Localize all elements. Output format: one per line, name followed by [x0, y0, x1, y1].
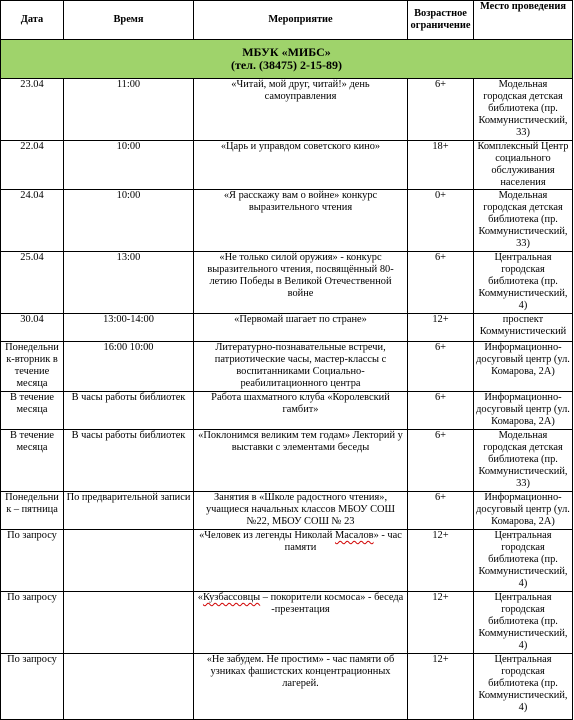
- cell-date: Понедельник – пятница: [1, 492, 64, 530]
- organization-row: [1, 40, 573, 79]
- event-text-end: – покорители космоса» - беседа -презентация: [260, 592, 404, 615]
- table-row: [1, 392, 573, 430]
- cell-event: «Поклонимся великим тем годам» Лекторий у выставки с элементами беседы: [194, 430, 408, 492]
- cell-age: 6+: [408, 252, 474, 314]
- cell-event: [194, 530, 408, 592]
- cell-age: 12+: [408, 530, 474, 592]
- cell-time: [64, 530, 194, 592]
- cell-place: Центральная городская библиотека (пр. Коммунистический, 4): [474, 654, 573, 720]
- cell-date: В течение месяца: [1, 430, 64, 492]
- cell-place: Модельная городская детская библиотека (пр. Коммунистический, 33): [474, 190, 573, 252]
- cell-age: 6+: [408, 79, 474, 141]
- table-row: [1, 530, 573, 592]
- cell-event: «Я расскажу вам о войне» конкурс выразительного чтения: [194, 190, 408, 252]
- cell-date: По запросу: [1, 654, 64, 720]
- cell-date: 24.04: [1, 190, 64, 252]
- table-row: [1, 342, 573, 392]
- cell-time: [64, 654, 194, 720]
- cell-time: 16:00 10:00: [64, 342, 194, 392]
- table-row: [1, 252, 573, 314]
- table-row: [1, 141, 573, 190]
- header-event: Мероприятие: [194, 1, 408, 40]
- cell-event: «Читай, мой друг, читай!» день самоуправления: [194, 79, 408, 141]
- header-place: Место проведения: [474, 1, 573, 40]
- cell-place: проспект Коммунистический: [474, 314, 573, 342]
- cell-date: 22.04: [1, 141, 64, 190]
- cell-place: Модельная городская детская библиотека (пр. Коммунистический, 33): [474, 79, 573, 141]
- header-date: Дата: [1, 1, 64, 40]
- cell-time: В часы работы библиотек: [64, 430, 194, 492]
- cell-event: «Не забудем. Не простим» - час памяти об узниках фашистских концентрационных лагерей.: [194, 654, 408, 720]
- cell-time: По предварительной записи: [64, 492, 194, 530]
- cell-date: По запросу: [1, 530, 64, 592]
- cell-event: «Первомай шагает по стране»: [194, 314, 408, 342]
- table-row: [1, 190, 573, 252]
- cell-time: 13:00-14:00: [64, 314, 194, 342]
- cell-time: 10:00: [64, 141, 194, 190]
- cell-date: В течение месяца: [1, 392, 64, 430]
- header-age: Возрастное ограничение: [408, 1, 474, 40]
- cell-place: Информационно-досуговый центр (ул. Комарова, 2А): [474, 392, 573, 430]
- event-text-start: «Человек из легенды Николай: [199, 530, 335, 541]
- cell-age: 6+: [408, 342, 474, 392]
- cell-time: 10:00: [64, 190, 194, 252]
- cell-event: Работа шахматного клуба «Королевский гамбит»: [194, 392, 408, 430]
- cell-date: 30.04: [1, 314, 64, 342]
- cell-date: 23.04: [1, 79, 64, 141]
- table-row: [1, 654, 573, 720]
- cell-age: 12+: [408, 314, 474, 342]
- cell-age: 6+: [408, 430, 474, 492]
- table-header-row: [1, 1, 573, 40]
- cell-event: Литературно-познавательные встречи, патриотические часы, мастер-классы с воспитанниками Социально-реабилитационного центра: [194, 342, 408, 392]
- table-row: [1, 79, 573, 141]
- cell-event: «Не только силой оружия» - конкурс выразительного чтения, посвящённый 80-летию Победы в Великой Отечественной войне: [194, 252, 408, 314]
- cell-time: [64, 592, 194, 654]
- table-row: [1, 492, 573, 530]
- cell-place: Модельная городская детская библиотека (пр. Коммунистический, 33): [474, 430, 573, 492]
- cell-place: Комплексный Центр социального обслуживания населения: [474, 141, 573, 190]
- cell-place: Центральная городская библиотека (пр. Коммунистический, 4): [474, 530, 573, 592]
- table-row: [1, 314, 573, 342]
- cell-age: 18+: [408, 141, 474, 190]
- cell-age: 6+: [408, 492, 474, 530]
- spellcheck-word: Масалов: [334, 530, 374, 541]
- cell-place: Центральная городская библиотека (пр. Коммунистический, 4): [474, 592, 573, 654]
- cell-date: По запросу: [1, 592, 64, 654]
- organization-phone: (тел. (38475) 2-15-89): [231, 58, 342, 72]
- table-row: [1, 430, 573, 492]
- cell-place: Центральная городская библиотека (пр. Коммунистический, 4): [474, 252, 573, 314]
- cell-place: Информационно-досуговый центр (ул. Комарова, 2А): [474, 342, 573, 392]
- event-text-start: «: [197, 592, 203, 603]
- cell-time: В часы работы библиотек: [64, 392, 194, 430]
- cell-age: 12+: [408, 654, 474, 720]
- cell-date: 25.04: [1, 252, 64, 314]
- cell-time: 13:00: [64, 252, 194, 314]
- spellcheck-word: Кузбассовцы: [202, 592, 261, 603]
- event-text-end: » - час памяти: [284, 530, 402, 553]
- cell-event: [194, 592, 408, 654]
- cell-age: 0+: [408, 190, 474, 252]
- cell-time: 11:00: [64, 79, 194, 141]
- cell-event: «Царь и управдом советского кино»: [194, 141, 408, 190]
- cell-place: Информационно-досуговый центр (ул. Комарова, 2А): [474, 492, 573, 530]
- cell-event: Занятия в «Школе радостного чтения», учащиеся начальных классов МБОУ СОШ №22, МБОУ СОШ № 23: [194, 492, 408, 530]
- organization-cell: [1, 40, 573, 79]
- cell-age: 12+: [408, 592, 474, 654]
- cell-date: Понедельник-вторник в течение месяца: [1, 342, 64, 392]
- table-row: [1, 592, 573, 654]
- cell-age: 6+: [408, 392, 474, 430]
- header-time: Время: [64, 1, 194, 40]
- organization-name: МБУК «МИБС»: [242, 45, 331, 59]
